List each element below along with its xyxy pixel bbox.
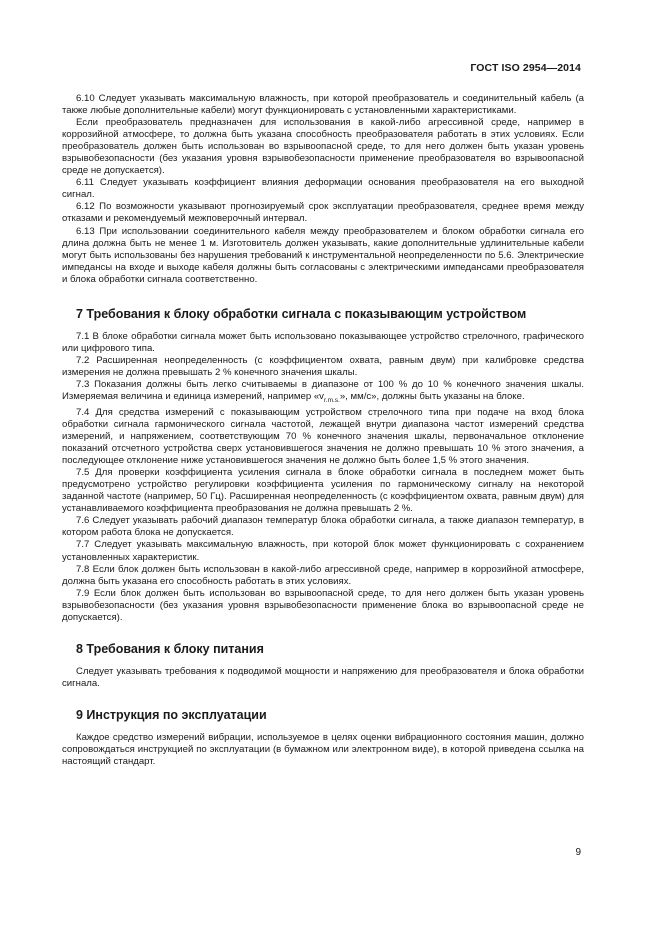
paragraph-7-2: 7.2 Расширенная неопределенность (с коэффициентом охвата, равным двум) при калибровке средства измерения не должна превышать 2 % конечного значения шкалы. — [62, 354, 584, 378]
section-9-heading: 9 Инструкция по эксплуатации — [76, 707, 267, 722]
paragraph-6-12: 6.12 По возможности указывают прогнозируемый срок эксплуатации преобразователя, среднее время между отказами и рекомендуемый межповерочный интервал. — [62, 201, 584, 225]
paragraph-9: Каждое средство измерений вибрации, используемое в целях оценки вибрационного состояния машин, должно сопровождаться инструкцией по эксплуатации (в бумажном или электронном виде), в которой приведена ссылка на настоящий стандарт. — [62, 731, 584, 767]
section-7-heading: 7 Требования к блоку обработки сигнала с показывающим устройством — [76, 306, 527, 321]
document-body — [62, 93, 584, 768]
paragraph-6-11: 6.11 Следует указывать коэффициент влияния деформации основания преобразователя на его выходной сигнал. — [62, 177, 584, 201]
page-number: 9 — [575, 847, 581, 858]
paragraph-7-8: 7.8 Если блок должен быть использован в какой-либо агрессивной среде, например в коррозийной атмосфере, должна быть указана его способность работать в этих условиях. — [62, 563, 584, 587]
rms-subscript: r.m.s. — [323, 396, 340, 404]
paragraph-7-7: 7.7 Следует указывать максимальную влажность, при которой блок может функционировать с сохранением установленных характеристик. — [62, 539, 584, 563]
paragraph-7-3-text-b: », мм/с», должны быть указаны на блоке. — [339, 390, 525, 402]
standard-header: ГОСТ ISO 2954—2014 — [470, 62, 581, 74]
paragraph-6-10: 6.10 Следует указывать максимальную влажность, при которой преобразователь и соединительный кабель (а также любые дополнительные кабели) могут функционировать с установленными характеристиками. — [62, 93, 584, 117]
paragraph-7-6: 7.6 Следует указывать рабочий диапазон температур блока обработки сигнала, а также диапазон температур, в котором работа блока не допускается. — [62, 515, 584, 539]
paragraph-7-4: 7.4 Для средства измерений с показывающим устройством стрелочного типа при подаче на вход блока обработки сигнала гармонического сигнала частотой, лежащей внутри диапазона частот измерений средства измерений, и напряжением, соответствующим 70 % конечного значения шкалы, первоначальное отклонение показаний отсчетного устройства сверх установившегося значения не должно превышать 10 % этого значения, а последующее отклонение ниже установившегося значения не должно быть более 1,5 % этого значения. — [62, 406, 584, 467]
paragraph-7-1: 7.1 В блоке обработки сигнала может быть использовано показывающее устройство стрелочного, графического или цифрового типа. — [62, 330, 584, 354]
paragraph-6-10-aggressive: Если преобразователь предназначен для использования в какой-либо агрессивной среде, например в коррозийной атмосфере, то должна быть указана способность преобразователя работать в этих условиях. Если преобразователь должен быть использован во взрывоопасной среде, то для него должен быть указан уровень взрывобезопасности (без указания уровня взрывобезопасности применение преобразователя во взрывоопасной среде не допускается). — [62, 117, 584, 177]
section-8-heading: 8 Требования к блоку питания — [76, 641, 264, 656]
paragraph-6-13: 6.13 При использовании соединительного кабеля между преобразователем и блоком обработки сигнала его длина должна быть не менее 1 м. Изготовитель должен указывать, какие дополнительные удлинительные кабели могут быть использованы без нарушения требований к инструментальной неопределенности по 5.6. Электрические импедансы на входе и выходе кабеля должны быть согласованы с электрическими импедансами преобразователя и блока обработки сигнала соответственно. — [62, 225, 584, 285]
paragraph-7-5: 7.5 Для проверки коэффициента усиления сигнала в блоке обработки сигнала в последнем может быть предусмотрено устройство регулировки коэффициента усиления по гармоническому сигналу на некоторой заданной частоте (например, 50 Гц). Расширенная неопределенность (с коэффициентом охвата, равным двум) для устанавливаемого коэффициента преобразования не должна превышать 2 %. — [62, 467, 584, 515]
paragraph-7-3-text-a: 7.3 Показания должны быть легко считываемы в диапазоне от 100 % до 10 % конечного значения шкалы. Измеряемая величина и единица измерений, например «v — [62, 378, 584, 402]
paragraph-8: Следует указывать требования к подводимой мощности и напряжению для преобразователя и блока обработки сигнала. — [62, 665, 584, 689]
paragraph-7-9: 7.9 Если блок должен быть использован во взрывоопасной среде, то для него должен быть указан уровень взрывобезопасности (без указания уровня взрывобезопасности применение блока во взрывоопасной среде не допускается). — [62, 587, 584, 623]
paragraph-7-3 — [62, 379, 584, 407]
